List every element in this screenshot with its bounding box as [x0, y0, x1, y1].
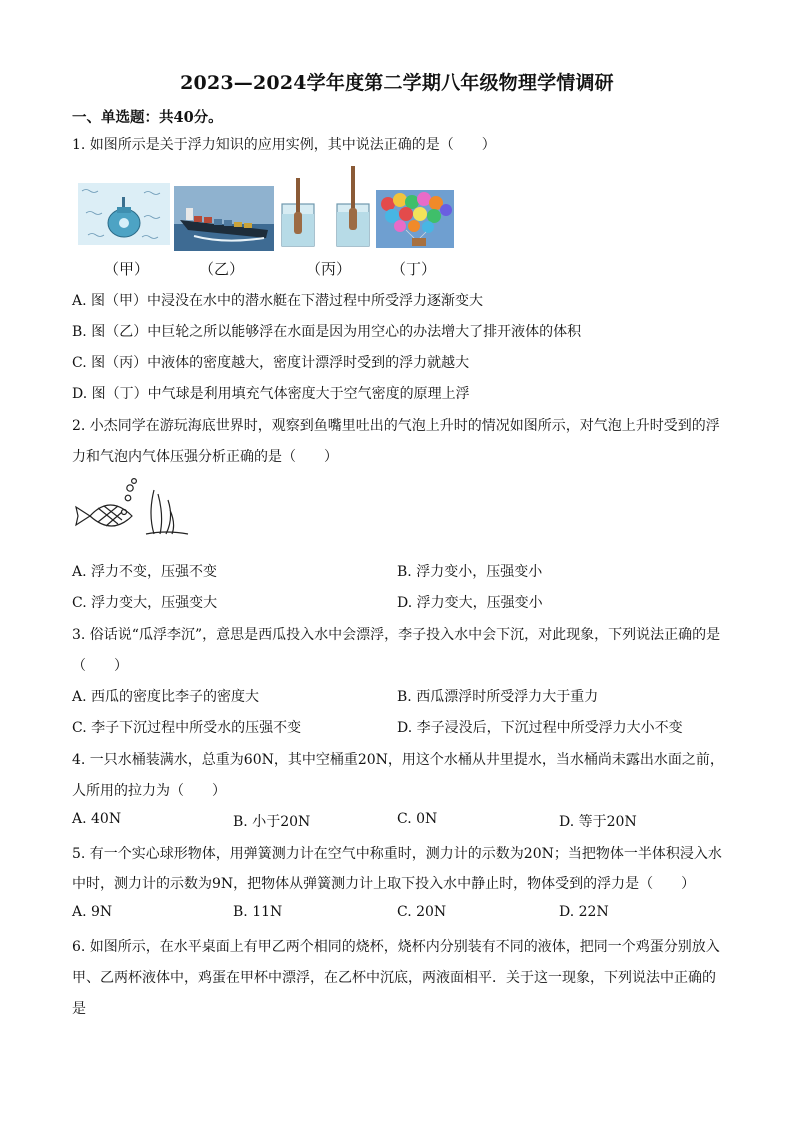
q2-option-d: D. 浮力变大，压强变小: [397, 595, 543, 611]
question-6-line-3: 是: [72, 1001, 86, 1017]
question-6-line-1: 6. 如图所示，在水平桌面上有甲乙两个相同的烧杯，烧杯内分别装有不同的液体，把同一个鸡蛋分别放入: [72, 939, 720, 955]
question-5-line-1: 5. 有一个实心球形物体，用弹簧测力计在空气中称重时，测力计的示数为20N；当把物体一半体积浸入水: [72, 846, 722, 862]
page-title: 2023—2024学年度第二学期八年级物理学情调研: [180, 72, 614, 94]
q5-option-a: A. 9N: [72, 904, 113, 920]
q2-option-c: C. 浮力变大，压强变大: [72, 595, 218, 611]
q5-option-b: B. 11N: [233, 904, 283, 920]
q1-option-d: D. 图（丁）中气球是利用填充气体密度大于空气密度的原理上浮: [72, 386, 470, 402]
q1-option-a: A. 图（甲）中浸没在水中的潜水艇在下潜过程中所受浮力逐渐变大: [72, 293, 484, 309]
balloons-figure: [376, 190, 454, 248]
q3-option-a: A. 西瓜的密度比李子的密度大: [72, 689, 260, 705]
question-1: 1. 如图所示是关于浮力知识的应用实例，其中说法正确的是（ ）: [72, 137, 496, 153]
submarine-figure: [78, 183, 170, 245]
q3-option-d: D. 李子浸没后，下沉过程中所受浮力大小不变: [397, 720, 683, 736]
question-4-line-2: 人所用的拉力为（ ）: [72, 783, 226, 799]
q5-option-d: D. 22N: [559, 904, 609, 920]
q4-option-d: D. 等于20N: [559, 814, 637, 830]
figure-label-yi: （乙）: [199, 260, 245, 278]
question-2-line-2: 力和气泡内气体压强分析正确的是（ ）: [72, 449, 338, 465]
question-3-line-2: （ ）: [72, 658, 128, 674]
q4-option-b: B. 小于20N: [233, 814, 311, 830]
q2-option-b: B. 浮力变小，压强变小: [397, 564, 543, 580]
figure-label-bing: （丙）: [306, 260, 352, 278]
figure-label-ding: （丁）: [391, 260, 437, 278]
beaker-hydrometer-2: [333, 164, 373, 248]
q5-option-c: C. 20N: [397, 904, 447, 920]
q4-option-c: C. 0N: [397, 811, 438, 827]
q1-option-b: B. 图（乙）中巨轮之所以能够浮在水面是因为用空心的办法增大了排开液体的体积: [72, 324, 582, 340]
question-3-line-1: 3. 俗话说“瓜浮李沉”，意思是西瓜投入水中会漂浮，李子投入水中会下沉，对此现象，下列说法正确的是: [72, 627, 721, 643]
fish-bubbles-figure: [68, 478, 190, 536]
section-heading: 一、单选题：共40分。: [72, 109, 223, 126]
q4-option-a: A. 40N: [72, 811, 122, 827]
question-5-line-2: 中时，测力计的示数为9N，把物体从弹簧测力计上取下投入水中静止时，物体受到的浮力是（ ）: [72, 876, 696, 892]
question-4-line-1: 4. 一只水桶装满水，总重为60N，其中空桶重20N，用这个水桶从井里提水，当水桶尚未露出水面之前，: [72, 752, 724, 768]
question-6-line-2: 甲、乙两杯液体中，鸡蛋在甲杯中漂浮，在乙杯中沉底，两液面相平．关于这一现象，下列说法中正确的: [72, 970, 716, 986]
q3-option-b: B. 西瓜漂浮时所受浮力大于重力: [397, 689, 599, 705]
beaker-hydrometer-1: [278, 176, 318, 248]
figure-label-jia: （甲）: [104, 260, 150, 278]
q1-option-c: C. 图（丙）中液体的密度越大，密度计漂浮时受到的浮力就越大: [72, 355, 470, 371]
q2-option-a: A. 浮力不变，压强不变: [72, 564, 218, 580]
question-2-line-1: 2. 小杰同学在游玩海底世界时，观察到鱼嘴里吐出的气泡上升时的情况如图所示，对气泡上升时受到的浮: [72, 418, 720, 434]
ship-figure: [174, 186, 274, 251]
q3-option-c: C. 李子下沉过程中所受水的压强不变: [72, 720, 302, 736]
